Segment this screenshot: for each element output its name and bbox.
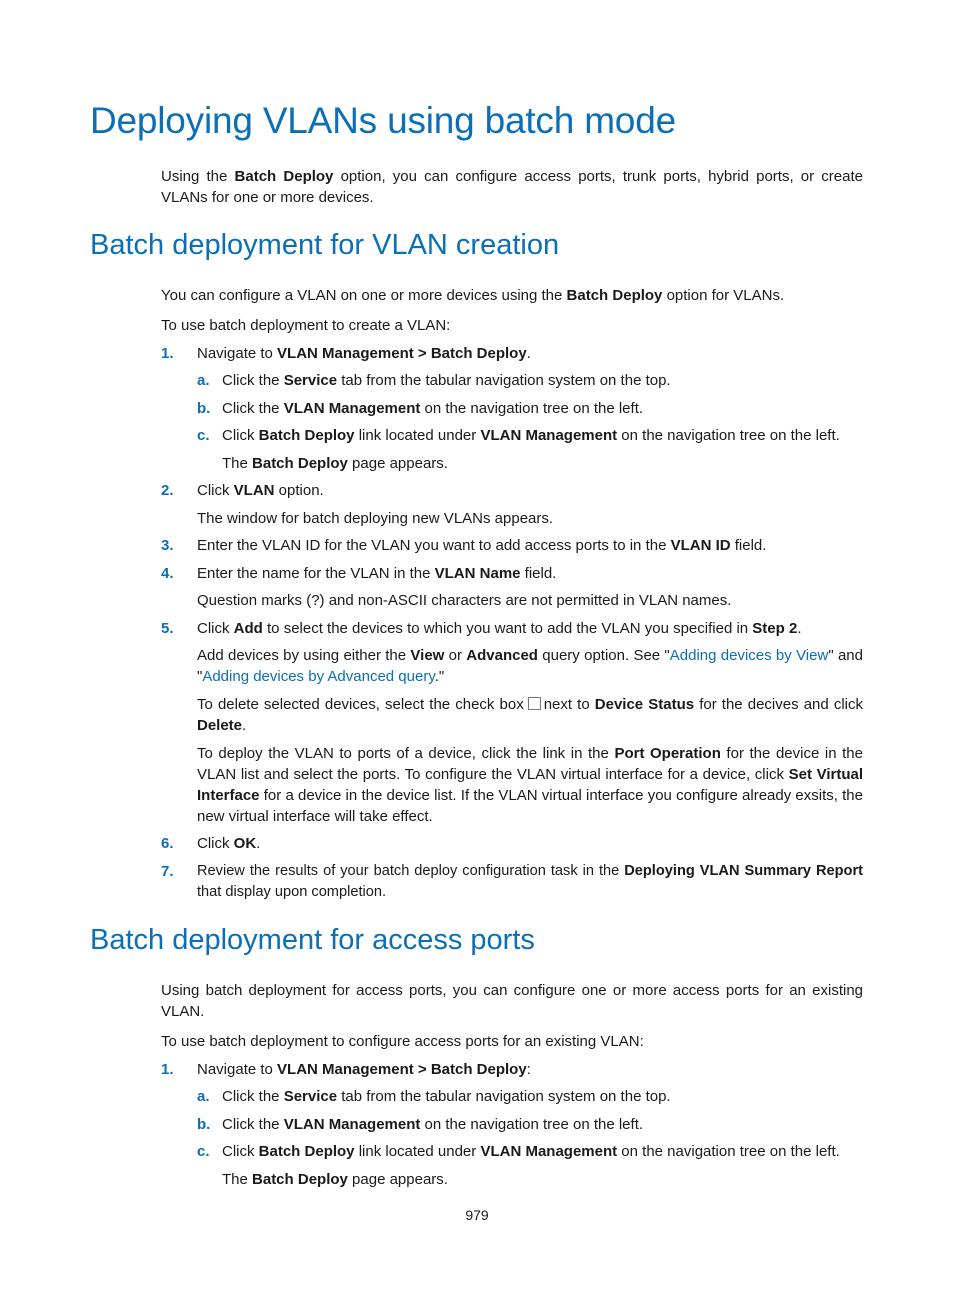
substep-text: Click the Service tab from the tabular navigation system on the top.	[222, 372, 671, 389]
step-note: To delete selected devices, select the check box next to Device Status for the decives and click Delete.	[197, 696, 863, 734]
step-text: Click Add to select the devices to which you want to add the VLAN you specified in Step 2.	[197, 620, 802, 637]
step-text: Click VLAN option.	[197, 482, 324, 499]
section-heading-vlan-creation: Batch deployment for VLAN creation	[90, 229, 560, 261]
step-text: Navigate to VLAN Management > Batch Deploy:	[197, 1061, 531, 1078]
step-number: 1.	[161, 345, 174, 362]
substep-letter: a.	[197, 1088, 210, 1105]
substep-text: Click Batch Deploy link located under VLAN Management on the navigation tree on the left.	[222, 1143, 840, 1160]
step-note: Add devices by using either the View or Advanced query option. See "Adding devices by View" and "Adding devices by Advanced query."	[197, 647, 863, 685]
section2-paragraph-2: To use batch deployment to configure access ports for an existing VLAN:	[161, 1033, 644, 1050]
step-text: Enter the name for the VLAN in the VLAN Name field.	[197, 565, 557, 582]
step-note: The window for batch deploying new VLANs appears.	[197, 510, 554, 527]
section-heading-access-ports: Batch deployment for access ports	[90, 924, 535, 956]
step-number: 7.	[161, 863, 174, 880]
substep-letter: c.	[197, 1143, 210, 1160]
substep-letter: b.	[197, 1116, 211, 1133]
section1-paragraph-1: You can configure a VLAN on one or more devices using the Batch Deploy option for VLANs.	[161, 287, 785, 304]
step-note: To deploy the VLAN to ports of a device, click the link in the Port Operation for the device in the VLAN list and select the ports. To configure the VLAN virtual interface for a device, click Set Virtual Interface for a device in the device list. If the VLAN virtual interface you configure already exsits, the new virtual interface will take effect.	[197, 745, 863, 825]
step-text: Enter the VLAN ID for the VLAN you want to add access ports to in the VLAN ID field.	[197, 537, 767, 554]
link-adding-devices-by-advanced-query[interactable]: Adding devices by Advanced query	[202, 668, 435, 685]
step-number: 1.	[161, 1061, 174, 1078]
step-text: Click OK.	[197, 835, 261, 852]
intro-paragraph: Using the Batch Deploy option, you can configure access ports, trunk ports, hybrid ports, or create VLANs for one or more devices.	[161, 168, 863, 206]
substep-note: The Batch Deploy page appears.	[222, 1171, 448, 1188]
substep-letter: a.	[197, 372, 210, 389]
substep-note: The Batch Deploy page appears.	[222, 455, 448, 472]
step-number: 5.	[161, 620, 174, 637]
substep-letter: b.	[197, 400, 211, 417]
step-number: 2.	[161, 482, 174, 499]
substep-letter: c.	[197, 427, 210, 444]
step-text: Navigate to VLAN Management > Batch Deploy.	[197, 345, 531, 362]
section2-paragraph-1: Using batch deployment for access ports, you can configure one or more access ports for an existing VLAN.	[161, 982, 863, 1020]
checkbox-icon	[528, 697, 541, 710]
page-title: Deploying VLANs using batch mode	[90, 100, 676, 141]
section1-paragraph-2: To use batch deployment to create a VLAN:	[161, 317, 451, 334]
link-adding-devices-by-view[interactable]: Adding devices by View	[669, 647, 829, 664]
substep-text: Click the VLAN Management on the navigation tree on the left.	[222, 1116, 644, 1133]
step-number: 3.	[161, 537, 174, 554]
page-number: 979	[465, 1207, 489, 1223]
step-note: Question marks (?) and non-ASCII characters are not permitted in VLAN names.	[197, 592, 732, 609]
step-number: 4.	[161, 565, 174, 582]
substep-text: Click the Service tab from the tabular navigation system on the top.	[222, 1088, 671, 1105]
step-number: 6.	[161, 835, 174, 852]
substep-text: Click Batch Deploy link located under VLAN Management on the navigation tree on the left.	[222, 427, 840, 444]
step-text: Review the results of your batch deploy configuration task in the Deploying VLAN Summary Report that display upon completion.	[197, 863, 863, 900]
substep-text: Click the VLAN Management on the navigation tree on the left.	[222, 400, 644, 417]
